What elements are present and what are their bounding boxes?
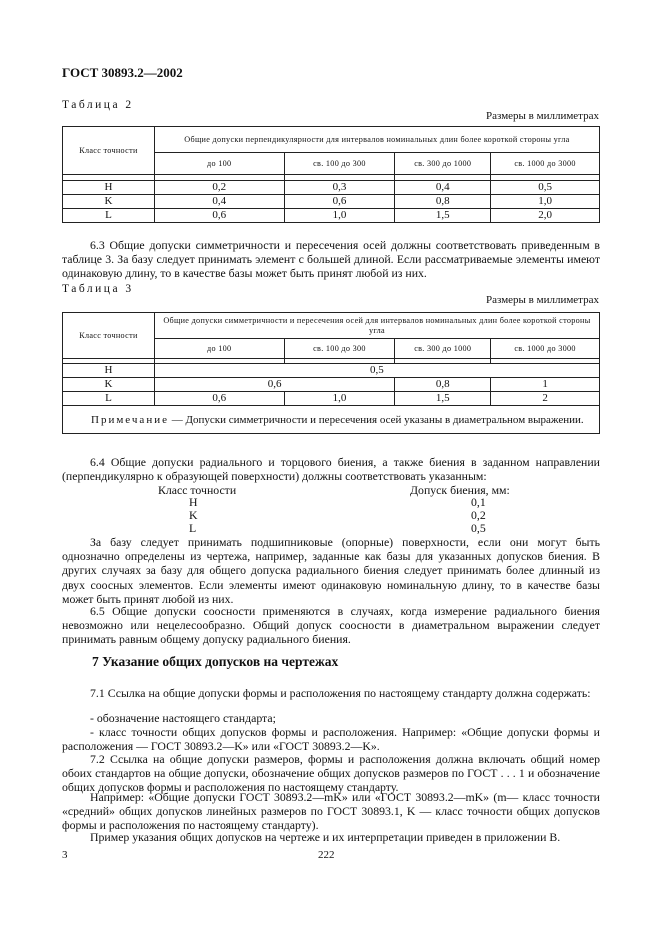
runout-tolerance: 0,1 xyxy=(471,495,486,509)
table3-cell: 0,5 xyxy=(154,364,599,378)
table2-row-k xyxy=(63,195,600,209)
table2-row-h xyxy=(63,181,600,195)
table3-cell: 1 xyxy=(491,378,600,392)
table3-note-text: — Допуски симметричности и пересечения осей указаны в диаметральном выражении. xyxy=(168,414,584,426)
page-number: 222 xyxy=(318,849,335,861)
table2-cell: 2,0 xyxy=(491,209,600,223)
paragraph-6-4: 6.4 Общие допуски радиального и торцового биения, а также биения в заданном направлении (перпендикулярно к образующей поверхности) должны соответствовать указанным: xyxy=(62,455,600,484)
table2-cell: 0,6 xyxy=(284,195,395,209)
table2-cell: 0,2 xyxy=(154,181,284,195)
runout-class: L xyxy=(189,521,197,535)
table2-cell: 0,3 xyxy=(284,181,395,195)
runout-tolerance: 0,2 xyxy=(471,508,486,522)
table2-cell: 0,8 xyxy=(395,195,491,209)
runout-class: H xyxy=(189,495,198,509)
paragraph-6-5: 6.5 Общие допуски соосности применяются в случаях, когда измерение радиального биения невозможно или нецелесообразно. Общий допуск соосности в диаметральном выражении следует принимать равным общему допуску радиального биения. xyxy=(62,604,600,647)
table2-label: Таблица 2 xyxy=(62,99,134,111)
runout-tolerance: 0,5 xyxy=(471,521,486,535)
table2-range: св. 100 до 300 xyxy=(284,153,395,175)
table3-range: св. 100 до 300 xyxy=(284,339,395,359)
table2-cell: 0,4 xyxy=(154,195,284,209)
table3-cell: 0,6 xyxy=(154,392,284,406)
table3-header-group: Общие допуски симметричности и пересечения осей для интервалов номинальных длин более короткой стороны угла xyxy=(154,313,599,339)
table2-range: св. 300 до 1000 xyxy=(395,153,491,175)
table3-cell: 0,8 xyxy=(395,378,491,392)
table3-cell: H xyxy=(63,364,155,378)
table3 xyxy=(62,312,600,434)
paragraph-7-2-reference: Пример указания общих допусков на чертеже и их интерпретации приведен в приложении В. xyxy=(90,830,561,844)
paragraph-7-1: 7.1 Ссылка на общие допуски формы и расположения по настоящему стандарту должна содержать: xyxy=(90,686,591,700)
paragraph-6-4-base: За базу следует принимать подшипниковые (опорные) поверхности, если они могут быть однозначно определены из чертежа, например, заданные как базы для указанных допусков биения. В других случаях за базу для общего допуска радиального биения следует принимать более длинный из двух соосных элементов. Если элементы имеют одинаковую номинальную длину, то в качестве базы может быть принят любой из них. xyxy=(62,535,600,606)
table2-header-class: Класс точности xyxy=(63,127,155,175)
section-7-title: 7 Указание общих допусков на чертежах xyxy=(92,654,339,669)
footer-left-number: 3 xyxy=(62,849,68,861)
runout-header-class: Класс точности xyxy=(158,483,237,497)
table3-note-row xyxy=(63,406,600,434)
table3-row-k xyxy=(63,378,600,392)
table2-units: Размеры в миллиметрах xyxy=(486,110,599,122)
table3-cell: 0,6 xyxy=(154,378,395,392)
table2-range: св. 1000 до 3000 xyxy=(491,153,600,175)
table2-cell: 1,0 xyxy=(284,209,395,223)
paragraph-7-1-a: - обозначение настоящего стандарта; xyxy=(90,711,276,725)
paragraph-7-1-b: - класс точности общих допусков формы и расположения. Например: «Общие допуски формы и расположения — ГОСТ 30893.2—K» или «ГОСТ 30893.2—K». xyxy=(62,725,600,754)
table3-cell: L xyxy=(63,392,155,406)
table2-cell: 1,0 xyxy=(491,195,600,209)
table2-cell: H xyxy=(63,181,155,195)
table3-cell: 2 xyxy=(491,392,600,406)
table3-header-class: Класс точности xyxy=(63,313,155,359)
table3-row-h xyxy=(63,364,600,378)
table3-range: св. 300 до 1000 xyxy=(395,339,491,359)
table3-label: Таблица 3 xyxy=(62,283,134,295)
paragraph-7-2-example: Например: «Общие допуски ГОСТ 30893.2—mK» или «ГОСТ 30893.2—mK» (m— класс точности «средний» общих допусков линейных размеров по ГОСТ 30893.1, K — класс точности общих допусков формы и расположения по настоящему стандарту). xyxy=(62,790,600,833)
table2-cell: 0,4 xyxy=(395,181,491,195)
runout-class: K xyxy=(189,508,198,522)
table2 xyxy=(62,126,600,223)
runout-header-tolerance: Допуск биения, мм: xyxy=(410,483,510,497)
paragraph-7-2: 7.2 Ссылка на общие допуски размеров, формы и расположения должна включать общий номер обоих стандартов на общие допуски, обозначение общих допусков размеров по ГОСТ . . . 1 и обозначение общих допусков формы и расположения по настоящему стандарту. xyxy=(62,752,600,795)
table2-cell: K xyxy=(63,195,155,209)
table2-cell: L xyxy=(63,209,155,223)
table3-note-lead: Примечание xyxy=(91,414,169,426)
table3-cell: 1,5 xyxy=(395,392,491,406)
table3-range: св. 1000 до 3000 xyxy=(491,339,600,359)
table2-header-group: Общие допуски перпендикулярности для интервалов номинальных длин более короткой стороны угла xyxy=(154,127,599,153)
table2-row-l xyxy=(63,209,600,223)
table3-cell: K xyxy=(63,378,155,392)
table2-cell: 1,5 xyxy=(395,209,491,223)
table3-cell: 1,0 xyxy=(284,392,395,406)
table3-units: Размеры в миллиметрах xyxy=(486,294,599,306)
paragraph-6-3: 6.3 Общие допуски симметричности и пересечения осей должны соответствовать приведенным в таблице 3. За базу следует принимать элемент с большей длиной. Если рассматриваемые элементы имеют одинаковую длину, то в качестве базы может быть принят любой из них. xyxy=(62,238,600,281)
table2-cell: 0,5 xyxy=(491,181,600,195)
table2-range: до 100 xyxy=(154,153,284,175)
document-header: ГОСТ 30893.2—2002 xyxy=(62,65,183,80)
table2-cell: 0,6 xyxy=(154,209,284,223)
table3-range: до 100 xyxy=(154,339,284,359)
table3-row-l xyxy=(63,392,600,406)
